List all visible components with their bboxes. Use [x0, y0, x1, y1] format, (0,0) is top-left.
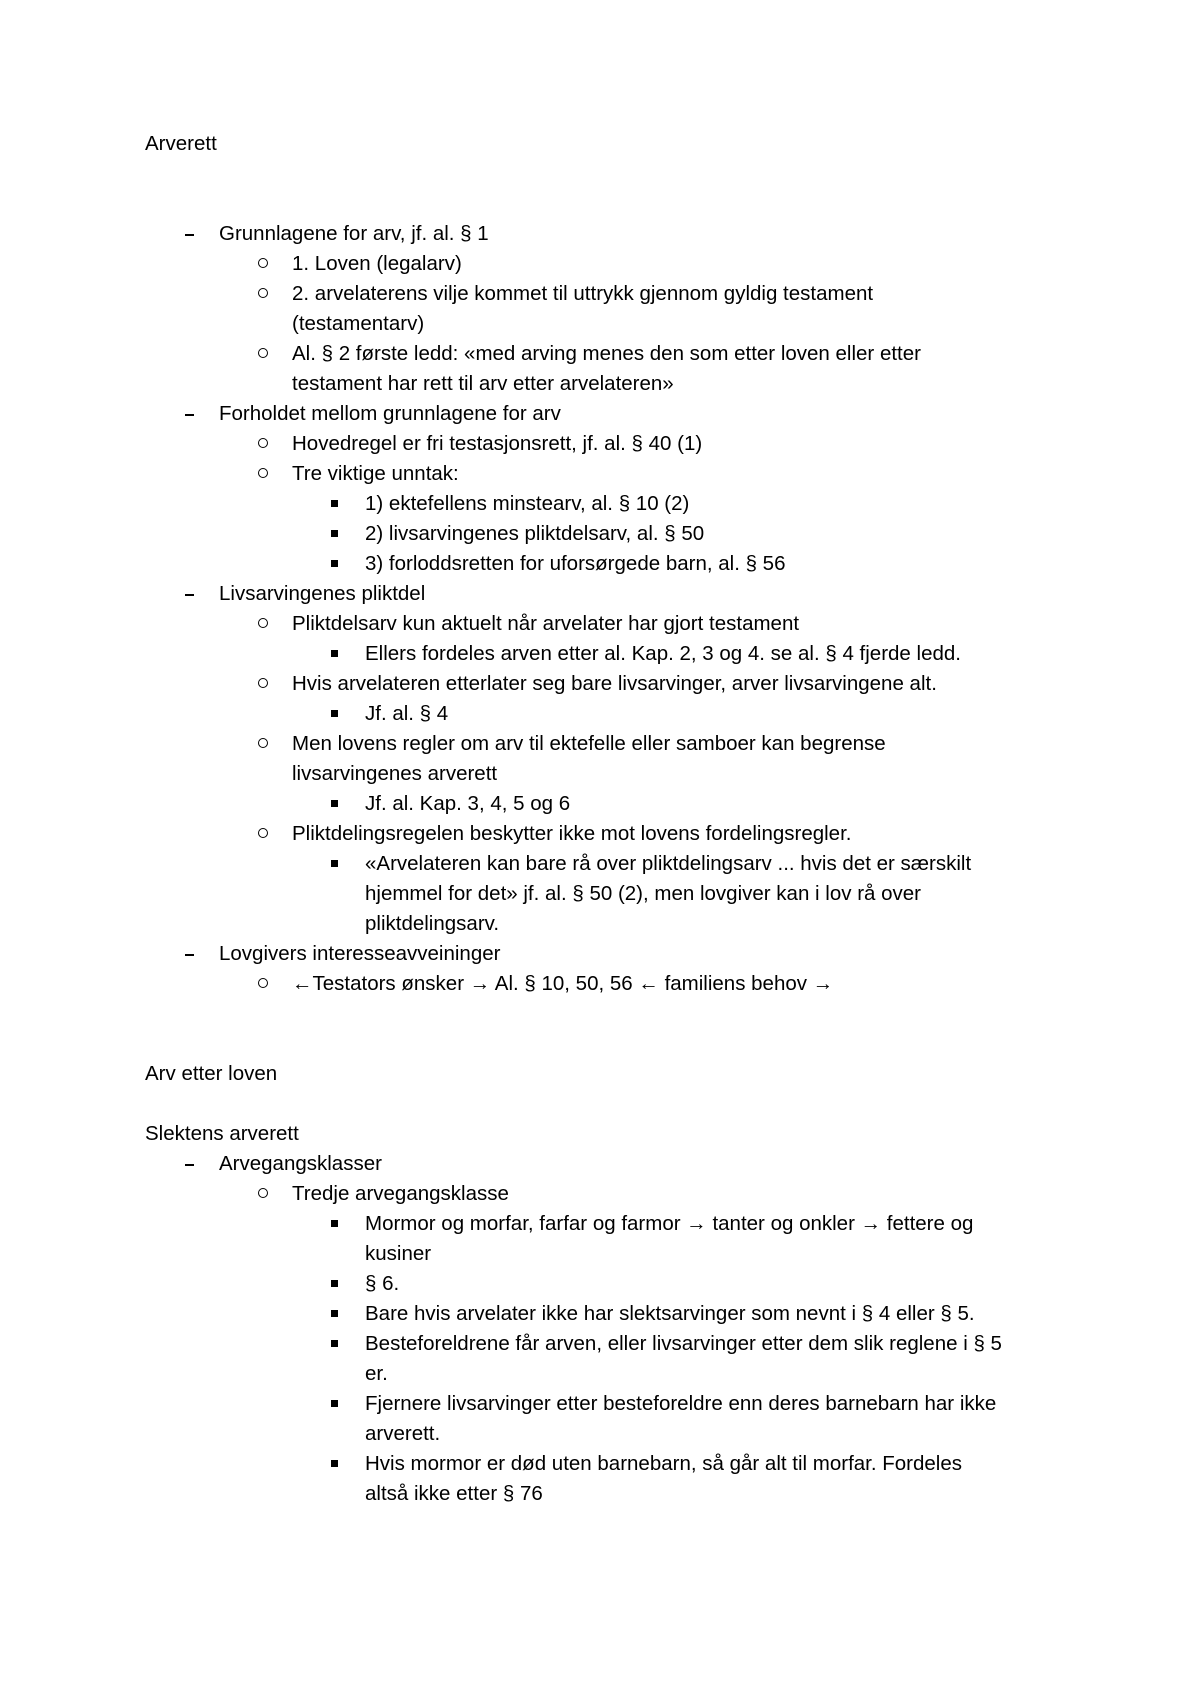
list-item-text: 2) livsarvingenes pliktdelsarv, al. § 50	[365, 522, 705, 545]
list-item-text: altså ikke etter § 76	[365, 1482, 543, 1505]
list-item-text: testament har rett til arv etter arvelateren»	[292, 372, 674, 395]
circle-bullet	[258, 828, 268, 838]
list-item-text: hjemmel for det» jf. al. § 50 (2), men lovgiver kan i lov rå over	[365, 882, 922, 905]
list-item-text: Livsarvingenes pliktdel	[219, 582, 426, 605]
list-item-text: Tre viktige unntak:	[292, 462, 459, 485]
circle-bullet	[258, 1188, 268, 1198]
list-item-text: Hovedregel er fri testasjonsrett, jf. al. § 40 (1)	[292, 432, 703, 455]
list-item-text: Forholdet mellom grunnlagene for arv	[219, 402, 561, 425]
list-item-text: Grunnlagene for arv, jf. al. § 1	[219, 222, 489, 245]
circle-bullet	[258, 678, 268, 688]
list-item-text: 1) ektefellens minstearv, al. § 10 (2)	[365, 492, 690, 515]
list-item-text: «Arvelateren kan bare rå over pliktdelingsarv ... hvis det er særskilt	[365, 852, 972, 875]
list-item-text: pliktdelingsarv.	[365, 912, 500, 935]
list-item-text: Jf. al. Kap. 3, 4, 5 og 6	[365, 792, 571, 815]
list-item-text: Tredje arvegangsklasse	[292, 1182, 509, 1205]
circle-bullet	[258, 468, 268, 478]
square-bullet	[331, 1460, 338, 1467]
list-item-text: Lovgivers interesseavveininger	[219, 942, 501, 965]
dash-bullet	[185, 414, 194, 416]
list-item-text: Mormor og morfar, farfar og farmor → tanter og onkler → fettere og	[365, 1212, 974, 1235]
circle-bullet	[258, 288, 268, 298]
list-item-text: Men lovens regler om arv til ektefelle eller samboer kan begrense	[292, 732, 886, 755]
list-item-text: Jf. al. § 4	[365, 702, 449, 725]
list-item-text: 1. Loven (legalarv)	[292, 252, 462, 275]
square-bullet	[331, 560, 338, 567]
square-bullet	[331, 530, 338, 537]
square-bullet	[331, 1280, 338, 1287]
list-item-text: Hvis mormor er død uten barnebarn, så går alt til morfar. Fordeles	[365, 1452, 963, 1475]
dash-bullet	[185, 234, 194, 236]
square-bullet	[331, 500, 338, 507]
square-bullet	[331, 860, 338, 867]
list-item-text: er.	[365, 1362, 388, 1385]
list-item-text: Pliktdelsarv kun aktuelt når arvelater har gjort testament	[292, 612, 800, 635]
list-item-text: (testamentarv)	[292, 312, 425, 335]
list-item-text: Bare hvis arvelater ikke har slektsarvinger som nevnt i § 4 eller § 5.	[365, 1302, 975, 1325]
list-item-text: § 6.	[365, 1272, 400, 1295]
square-bullet	[331, 800, 338, 807]
dash-bullet	[185, 954, 194, 956]
circle-bullet	[258, 258, 268, 268]
list-item-text: kusiner	[365, 1242, 432, 1265]
list-item-text: Fjernere livsarvinger etter besteforeldre enn deres barnebarn har ikke	[365, 1392, 997, 1415]
section-heading: Arverett	[145, 132, 217, 155]
list-item-text: Al. § 2 første ledd: «med arving menes den som etter loven eller etter	[292, 342, 921, 365]
circle-bullet	[258, 618, 268, 628]
list-item-text: Ellers fordeles arven etter al. Kap. 2, 3 og 4. se al. § 4 fjerde ledd.	[365, 642, 961, 665]
dash-bullet	[185, 1164, 194, 1166]
list-item-text: 3) forloddsretten for uforsørgede barn, al. § 56	[365, 552, 786, 575]
section-heading: Arv etter loven	[145, 1062, 278, 1085]
dash-bullet	[185, 594, 194, 596]
square-bullet	[331, 710, 338, 717]
square-bullet	[331, 1400, 338, 1407]
section-heading: Slektens arverett	[145, 1122, 299, 1145]
list-item-text: livsarvingenes arverett	[292, 762, 498, 785]
list-item-text: arverett.	[365, 1422, 441, 1445]
list-item-text: 2. arvelaterens vilje kommet til uttrykk gjennom gyldig testament	[292, 282, 874, 305]
square-bullet	[331, 650, 338, 657]
circle-bullet	[258, 348, 268, 358]
square-bullet	[331, 1310, 338, 1317]
list-item-text: Pliktdelingsregelen beskytter ikke mot lovens fordelingsregler.	[292, 822, 852, 845]
list-item-text: Hvis arvelateren etterlater seg bare livsarvinger, arver livsarvingene alt.	[292, 672, 937, 695]
circle-bullet	[258, 438, 268, 448]
list-item-text: Arvegangsklasser	[219, 1152, 382, 1175]
square-bullet	[331, 1220, 338, 1227]
circle-bullet	[258, 738, 268, 748]
square-bullet	[331, 1340, 338, 1347]
list-item-text: Besteforeldrene får arven, eller livsarvinger etter dem slik reglene i § 5	[365, 1332, 1002, 1355]
circle-bullet	[258, 978, 268, 988]
list-item-text: ←Testators ønsker → Al. § 10, 50, 56 ← familiens behov →	[292, 972, 834, 995]
